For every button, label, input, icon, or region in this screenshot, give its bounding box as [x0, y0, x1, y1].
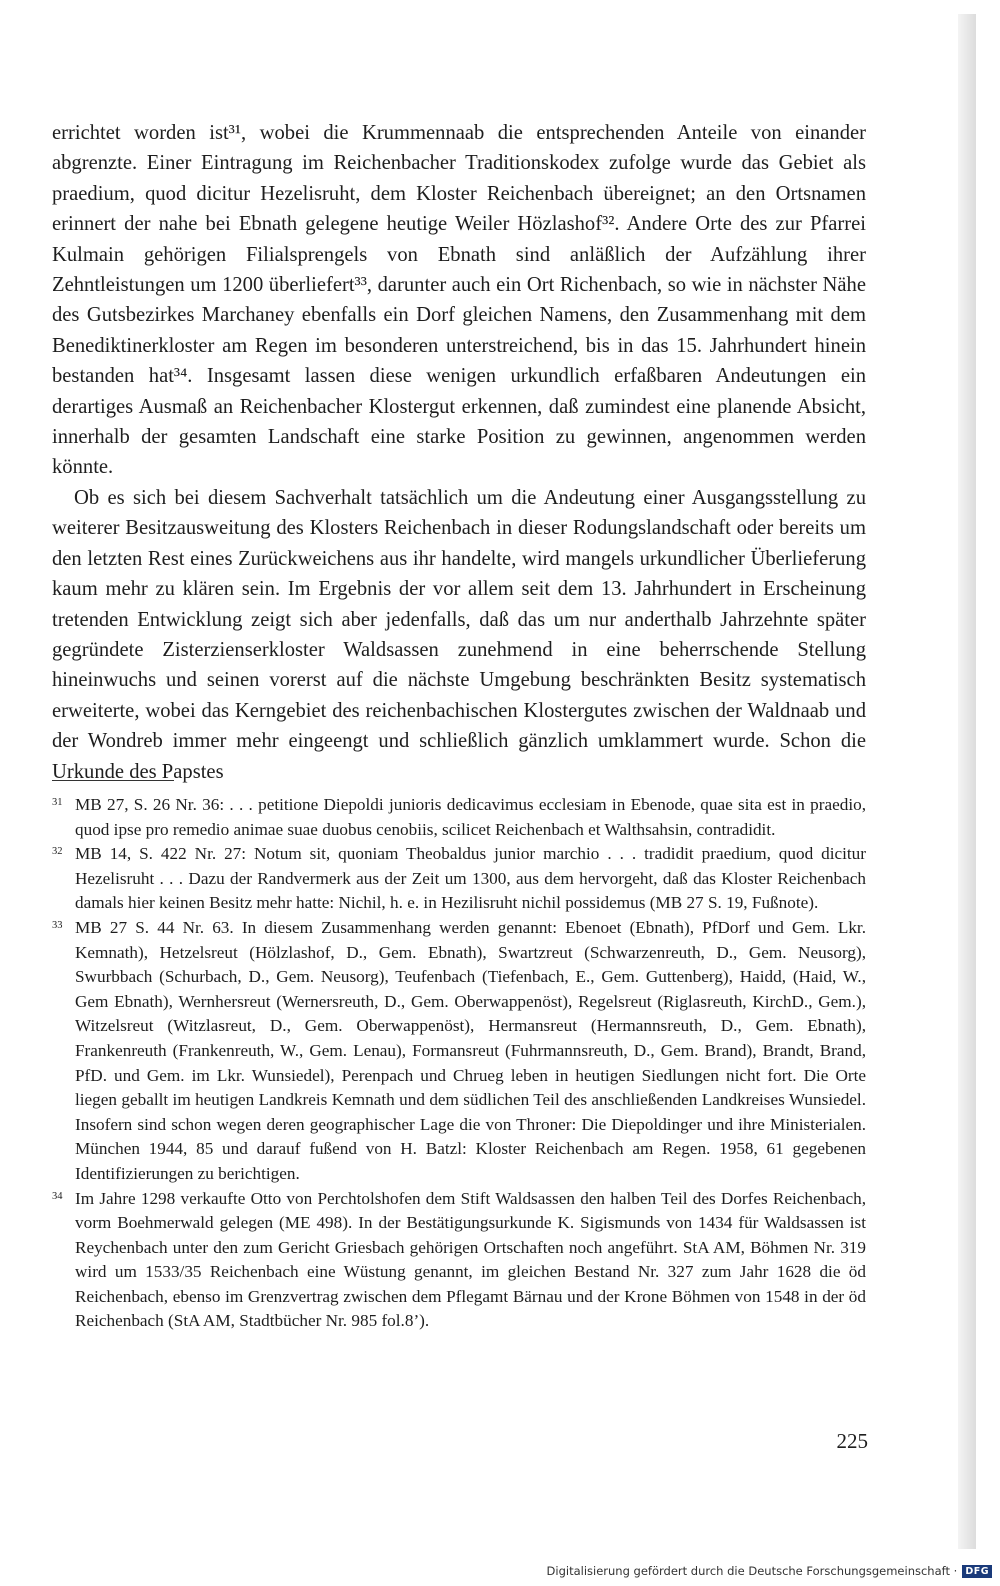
footnote-31	[52, 793, 866, 842]
footnote-34	[52, 1187, 866, 1335]
main-text	[52, 118, 866, 787]
footnote-32	[52, 842, 866, 916]
footnote-33	[52, 916, 866, 1187]
footnote-text: MB 27, S. 26 Nr. 36: . . . petitione Diepoldi junioris dedicavimus ecclesiam in Ebenode, quae sita est in praedio, quod ipse pro remedio animae suae duobus cenobiis, scilicet Reichenbach et Walthsahsin, contradidit.	[75, 795, 866, 839]
page-number: 225	[836, 1429, 868, 1453]
paragraph-2: Ob es sich bei diesem Sachverhalt tatsächlich um die Andeutung einer Ausgangsstellung zu weiterer Besitzausweitung des Klosters Reichenbach in dieser Rodungslandschaft oder bereits um den letzten Rest eines Zurückweichens aus ihr handelte, wird mangels urkundlicher Überlieferung kaum mehr zu klären sein. Im Ergebnis der vor allem seit dem 13. Jahrhundert in Erscheinung tretenden Entwicklung zeigt sich aber jedenfalls, daß das um nur anderthalb Jahrzehnte später gegründete Zisterzienserkloster Waldsassen zunehmend in eine beherrschende Stellung hineinwuchs und seinen vorerst auf die nächste Umgebung beschränkten Besitz systematisch erweiterte, wobei das Kerngebiet des reichenbachischen Klostergutes zwischen der Waldnaab und der Wondreb immer mehr eingeengt und schließlich gänzlich umklammert wurde. Schon die Urkunde des Papstes	[52, 486, 866, 783]
footnote-text: MB 27 S. 44 Nr. 63. In diesem Zusammenhang werden genannt: Ebenoet (Ebnath), PfDorf und Gem. Lkr. Kemnath), Hetzelsreut (Hölzlashof, D., Gem. Ebnath), Swartzreut (Schwarzenreuth, D., Gem. Neusorg), Swurbbach (Schurbach, D., Gem. Neusorg), Teufenbach (Tiefenbach, E., Gem. Guttenberg), Haidd, (Haid, W., Gem Ebnath), Wernhersreut (Wernersreuth, D., Gem. Oberwappenöst), Regelsreut (Riglasreuth, KirchD., Gem.), Witzelsreut (Witzlasreut, D., Gem. Oberwappenöst), Hermansreut (Hermannsreuth, D., Gem. Ebnath), Frankenreuth (Frankenreuth, W., Gem. Lenau), Formansreut (Fuhrmannsreuth, D., Gem. Brand), Brandt, Brand, PfD. und Gem. im Lkr. Wunsiedel), Perenpach und Chrueg leben in heutigen Siedlungen nicht fort. Die Orte liegen geballt im heutigen Landkreis Kemnath und dem südlichen Teil des anschließenden Landkreises Wunsiedel. Insofern sind schon wegen deren geographischer Lage die von Throner: Die Diepoldinger und ihre Ministerialen. München 1944, 85 und darauf fußend von H. Batzl: Kloster Reichenbach am Regen. 1958, 61 gegebenen Identifizierungen zu berichtigen.	[75, 917, 866, 1183]
footnote-text: MB 14, S. 422 Nr. 27: Notum sit, quoniam Theobaldus junior marchio . . . tradidit praedium, quod dicitur Hezelisruht . . . Dazu der Randvermerk aus der Zeit um 1300, aus dem hervorgeht, daß das Kloster Reichenbach damals hier keinen Besitz mehr hatte: Nichil, h. e. in Hezilisruht nichil possidemus (MB 27 S. 19, Fußnote).	[75, 844, 866, 913]
footnote-divider	[52, 780, 174, 781]
footnote-number: 34	[52, 1190, 63, 1202]
footnote-number: 33	[52, 919, 63, 931]
footnote-text: Im Jahre 1298 verkaufte Otto von Perchtolshofen dem Stift Waldsassen den halben Teil des Dorfes Reichenbach, vorm Boehmerwald gelegen (ME 498). In der Bestätigungsurkunde K. Sigismunds von 1434 für Waldsassen ist Reychenbach unter den zum Gericht Griesbach gehörigen Ortschaften noch angeführt. StA AM, Böhmen Nr. 319 wird um 1533/35 Reichenbach eine Wüstung genannt, im gleichen Bestand Nr. 327 zum Jahr 1628 die öd Reichenbach, ebenso im Grenzvertrag zwischen dem Pflegamt Bärnau und der Krone Böhmen von 1548 in der öd Reichenbach (StA AM, Stadtbücher Nr. 985 fol.8’).	[75, 1188, 866, 1331]
digitization-banner	[547, 1564, 992, 1578]
dfg-logo-icon: DFG	[962, 1565, 992, 1578]
banner-text: Digitalisierung gefördert durch die Deutsche Forschungsgemeinschaft ·	[546, 1564, 958, 1578]
footnote-number: 32	[52, 846, 63, 858]
footnotes	[52, 793, 866, 1334]
paragraph-1: errichtet worden ist³¹, wobei die Krummennaab die entsprechenden Anteile von einander abgrenzte. Einer Eintragung im Reichenbacher Traditionskodex zufolge wurde das Gebiet als praedium, quod dicitur Hezelisruht, dem Kloster Reichenbach übereignet; an den Ortsnamen erinnert der nahe bei Ebnath gelegene heutige Weiler Hözlashof³². Andere Orte des zur Pfarrei Kulmain gehörigen Filialsprengels von Ebnath sind anläßlich der Aufzählung ihrer Zehntleistungen um 1200 überliefert³³, darunter auch ein Ort Richenbach, so wie in nächster Nähe des Gutsbezirkes Marchaney ebenfalls ein Dorf gleichen Namens, den Zusammenhang mit dem Benediktinerkloster am Regen im besonderen unterstreichend, bis in das 15. Jahrhundert hinein bestanden hat³⁴. Insgesamt lassen diese wenigen urkundlich erfaßbaren Andeutungen ein derartiges Ausmaß an Reichenbacher Klostergut erkennen, daß zumindest eine planende Absicht, innerhalb der gesamten Landschaft eine starke Position zu gewinnen, angenommen werden könnte.	[52, 122, 866, 479]
footnote-number: 31	[52, 797, 63, 808]
